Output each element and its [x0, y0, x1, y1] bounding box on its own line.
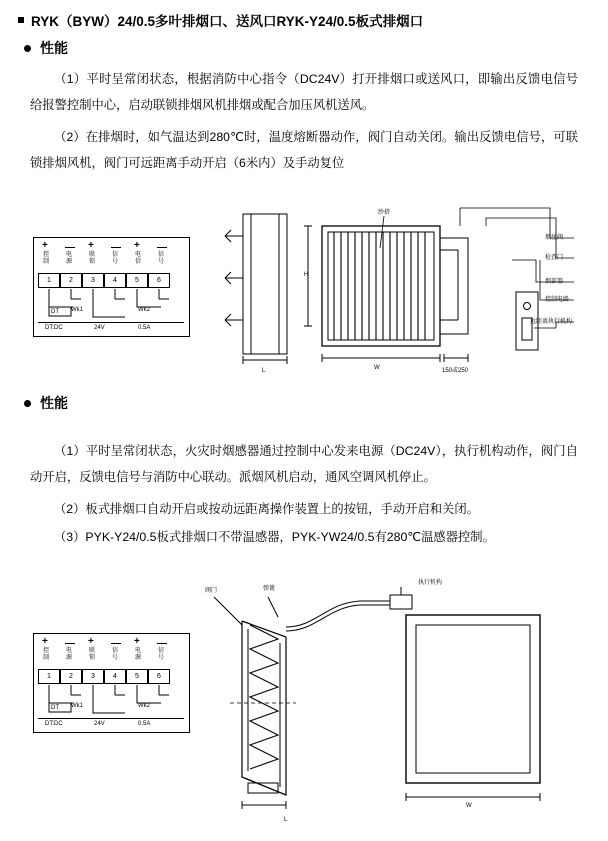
- section1-paragraph-1: [30, 66, 578, 118]
- label-dtdc: DT:DC: [45, 325, 63, 331]
- terminal2-cell-2: 2: [60, 669, 82, 684]
- terminal2-col-label-4: 信号: [111, 648, 118, 661]
- terminal-sign-2: —: [65, 242, 75, 253]
- label2-wk2: Wk2: [138, 703, 150, 709]
- terminal-sign-5: +: [134, 240, 140, 251]
- label2-dtdc: DT:DC: [45, 721, 63, 727]
- section2-paragraph-3-text: （3）PYK-Y24/0.5板式排烟口不带温感器，PYK-YW24/0.5有280℃温感器控制。: [54, 530, 495, 544]
- callout-label-smoke-valve: 烟丝阀: [545, 235, 564, 241]
- label2-05a: 0.5A: [138, 721, 151, 727]
- section1-paragraph-1-text: （1）平时呈常闭状态，根据消防中心指令（DC24V）打开排烟口或送风口，即输出反馈电信号给报警控制中心，启动联锁排烟风机排烟或配合加压风机送风。: [30, 72, 578, 112]
- section2-paragraph-2-text: （2）板式排烟口自动开启或按动远距离操作装置上的按钮，手动开启和关闭。: [54, 502, 479, 516]
- terminal-col-label-5: 电信: [134, 252, 141, 265]
- damper-front-view: [318, 208, 478, 368]
- label2-wk1: Wk1: [71, 703, 83, 709]
- terminal-cell-5: 5: [126, 273, 148, 288]
- terminal2-sign-6: —: [157, 638, 167, 649]
- section-heading-2: [24, 393, 68, 413]
- terminal-sign-1: +: [42, 240, 48, 251]
- label-dt: DT: [51, 309, 59, 315]
- terminal2-cell-1: 1: [38, 669, 60, 684]
- dim-label-H: H: [304, 272, 309, 278]
- callout-label-inspection-door: 检查门: [545, 255, 564, 261]
- callout2-label-spring: 弹簧: [263, 586, 276, 592]
- label2-24v: 24V: [94, 721, 105, 727]
- section1-paragraph-2-text: （2）在排烟时，如气温达到280℃时，温度熔断器动作，阀门自动关闭。输出反馈电信号，可联锁排烟风机，阀门可远距离手动开启（6米内）及手动复位: [30, 130, 578, 170]
- callout-leaders-1: [456, 200, 606, 372]
- terminal-cell-2: 2: [60, 273, 82, 288]
- terminal2-cell-3: 3: [82, 669, 104, 684]
- section2-paragraph-1-text: （1）平时呈常闭状态，火灾时烟感器通过控制中心发来电源（DC24V），执行机构动作，阀门自动开启，反馈电信号与消防中心联动。派烟风机启动，通风空调风机停止。: [30, 444, 578, 484]
- terminal2-col-label-6: 信号: [157, 648, 164, 661]
- diagram-plate-damper: [0, 565, 608, 835]
- terminal-sign-4: —: [111, 242, 121, 253]
- label-wk1: Wk1: [71, 307, 83, 313]
- terminal-cell-3: 3: [82, 273, 104, 288]
- terminal-col-label-3: 联锁: [88, 252, 95, 265]
- section-title-1: 性能: [40, 40, 68, 56]
- terminal2-sign-5: +: [134, 636, 140, 647]
- control-unit-divider: [38, 322, 184, 323]
- callout2-label-valve: 阀门: [205, 588, 218, 594]
- dim-label-150or250: 150或250: [442, 368, 469, 374]
- section-title-2: 性能: [40, 395, 68, 411]
- section-heading-1: [24, 38, 68, 58]
- section2-paragraph-2: [30, 496, 578, 522]
- terminal2-col-label-5: 电源: [134, 648, 141, 661]
- control-unit-divider-2: [38, 718, 184, 719]
- callout-label-control-circuit: 控制电路: [545, 297, 570, 303]
- terminal-col-label-1: 控制: [42, 252, 49, 265]
- terminal-sign-3: +: [88, 240, 94, 251]
- terminal-col-label-4: 信号: [111, 252, 118, 265]
- label2-dt: DT: [51, 705, 59, 711]
- label-05a: 0.5A: [138, 325, 151, 331]
- terminal2-sign-1: +: [42, 636, 48, 647]
- terminal2-sign-3: +: [88, 636, 94, 647]
- bullet-dot-icon-2: [24, 400, 31, 407]
- section2-paragraph-3: [30, 524, 578, 550]
- terminal-col-label-2: 电源: [65, 252, 72, 265]
- dim-H-arrow: [300, 226, 316, 332]
- diagram-multi-blade-damper: [0, 190, 608, 385]
- terminal2-cell-5: 5: [126, 669, 148, 684]
- terminal-col-label-6: 信号: [157, 252, 164, 265]
- terminal-cell-1: 1: [38, 273, 60, 288]
- terminal2-col-label-3: 联锁: [88, 648, 95, 661]
- dim-label-W-1: W: [374, 365, 380, 371]
- section2-paragraph-1: [30, 438, 578, 490]
- terminal-cell-4: 4: [104, 273, 126, 288]
- dim-label-W-2: W: [466, 803, 472, 809]
- terminal2-sign-4: —: [111, 638, 121, 649]
- callout-label-remote-actuator: 远距离执行机构: [530, 319, 573, 325]
- terminal2-cell-4: 4: [104, 669, 126, 684]
- terminal2-cell-6: 6: [148, 669, 170, 684]
- page-title: RYK（BYW）24/0.5多叶排烟口、送风口RYK-Y24/0.5板式排烟口: [31, 14, 424, 29]
- bullet-dot-icon: [24, 45, 31, 52]
- callout-label-smoke-detector: 烟部器: [545, 279, 564, 285]
- document-title-row: [18, 10, 423, 30]
- section1-paragraph-2: [30, 124, 578, 176]
- label-wk2: Wk2: [138, 307, 150, 313]
- terminal-cell-6: 6: [148, 273, 170, 288]
- callout-label-shada: 纱搭: [378, 210, 391, 216]
- label-24v: 24V: [94, 325, 105, 331]
- bullet-square-icon: [18, 17, 24, 23]
- terminal-sign-6: —: [157, 242, 167, 253]
- dim-label-L-1: L: [262, 368, 266, 374]
- terminal2-sign-2: —: [65, 638, 75, 649]
- terminal2-col-label-1: 控制: [42, 648, 49, 661]
- terminal2-col-label-2: 电源: [65, 648, 72, 661]
- callout2-label-actuator: 执行机构: [418, 580, 443, 586]
- dim-label-L-2: L: [284, 817, 288, 823]
- plate-damper-front-view: [400, 611, 570, 811]
